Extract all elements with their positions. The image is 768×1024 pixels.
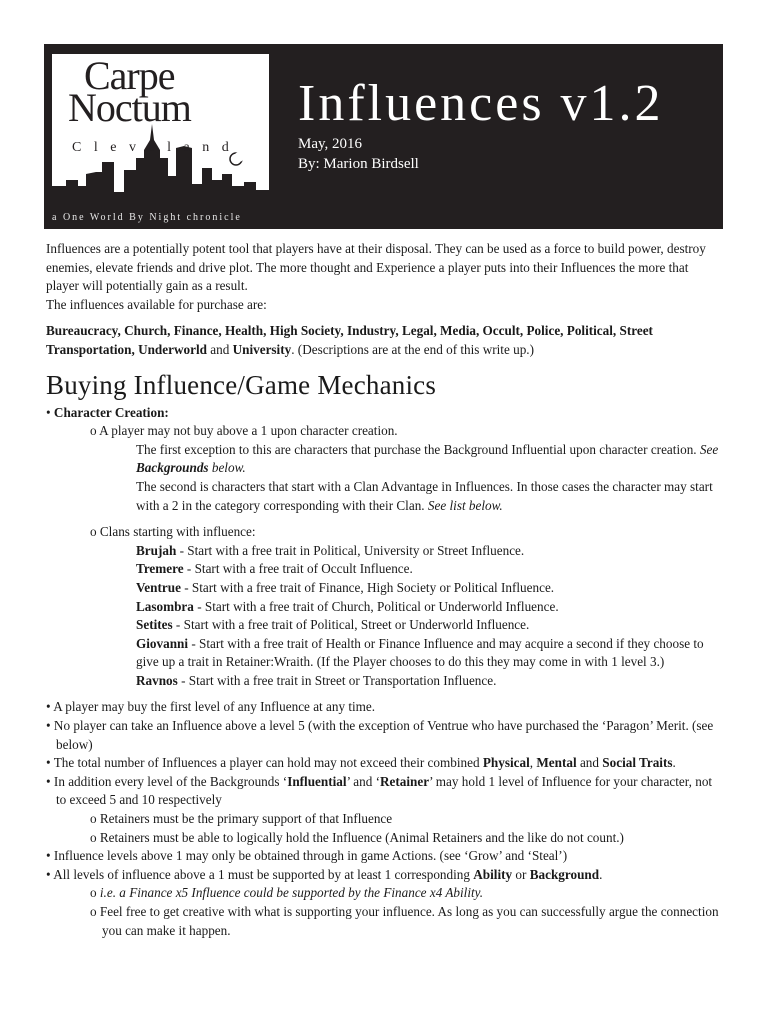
influence-list-last: University bbox=[232, 341, 292, 357]
clan-item: Ventrue - Start with a free trait of Finance, High Society or Political Influence. bbox=[136, 579, 555, 595]
sub-marker: o bbox=[90, 885, 97, 901]
available-label: The influences available for purchase are: bbox=[46, 296, 267, 312]
logo-tagline: a One World By Night chronicle bbox=[52, 212, 242, 223]
sub-marker: o bbox=[90, 811, 97, 827]
bullet-marker: • bbox=[46, 866, 51, 882]
bullet-backgrounds: • In addition every level of the Backgrounds ‘Influential’ and ‘Retainer’ may hold 1 level of Influence for your character, not to exceed 5 and 10 respectively bbox=[46, 773, 713, 808]
sub-item-creative: o Feel free to get creative with what is supporting your influence. As long as you can successfully argue the connection you can make it happen. bbox=[90, 904, 719, 938]
sub-marker: o bbox=[90, 829, 97, 845]
clan-item: Tremere - Start with a free trait of Occult Influence. bbox=[136, 561, 413, 577]
sub-item-example: o i.e. a Finance x5 Influence could be supported by the Finance x4 Ability. bbox=[90, 885, 484, 901]
bullet-first-level: • A player may buy the first level of any Influence at any time. bbox=[46, 699, 376, 715]
sub-marker: o bbox=[90, 524, 97, 540]
character-creation-label: Character Creation: bbox=[53, 404, 169, 420]
sub-item-retainer-logic: o Retainers must be able to logically hold the Influence (Animal Retainers and the like do not count.) bbox=[90, 829, 624, 845]
bullet-marker: • bbox=[46, 773, 51, 789]
sub-item-creation-rule: o A player may not buy above a 1 upon character creation. bbox=[90, 423, 398, 439]
chronicle-logo bbox=[52, 54, 269, 212]
document-author: By: Marion Birdsell bbox=[298, 156, 419, 172]
clan-item: Ravnos - Start with a free trait in Street or Transportation Influence. bbox=[136, 672, 497, 688]
logo-text-city: Cleveland bbox=[72, 140, 242, 155]
sub-marker: o bbox=[90, 904, 97, 919]
influence-list bbox=[46, 322, 722, 359]
influence-list-and: and bbox=[206, 341, 233, 357]
clan-item: Lasombra - Start with a free trait of Church, Political or Underworld Influence. bbox=[136, 598, 559, 614]
document-date: May, 2016 bbox=[298, 136, 363, 152]
bullet-marker: • bbox=[46, 755, 51, 771]
clan-item: Setites - Start with a free trait of Political, Street or Underworld Influence. bbox=[136, 617, 530, 633]
bullet-character-creation bbox=[46, 404, 722, 423]
section-heading: Buying Influence/Game Mechanics bbox=[46, 369, 437, 400]
bullet-marker: • bbox=[46, 699, 51, 715]
bullet-total-limit: • The total number of Influences a player can hold may not exceed their combined Physical, Mental and Social Traits. bbox=[46, 755, 676, 771]
sub-item-retainer-support: o Retainers must be the primary support of that Influence bbox=[90, 811, 393, 827]
bullet-marker: • bbox=[46, 848, 51, 864]
clan-item: Giovanni - Start with a free trait of Health or Finance Influence and may acquire a second if they choose to give up a trait in Retainer:Wraith. (If the Player chooses to do this they may come in with 1 level 3.) bbox=[136, 635, 704, 670]
clan-item: Brujah - Start with a free trait in Political, University or Street Influence. bbox=[136, 542, 525, 558]
bullet-support: • All levels of influence above a 1 must be supported by at least 1 corresponding Ability or Background. bbox=[46, 866, 603, 882]
document-body bbox=[46, 240, 722, 940]
bullet-marker: • bbox=[46, 718, 51, 734]
exception-second: The second is characters that start with a Clan Advantage in Influences. In those cases the character may start with a 2 in the category corresponding with their Clan. See list below. bbox=[136, 478, 713, 513]
header-banner bbox=[44, 44, 723, 229]
document-title: Influences v1.2 bbox=[298, 75, 664, 132]
exception-first: The first exception to this are characters that purchase the Background Influential upon character creation. See Backgrounds below. bbox=[136, 441, 719, 476]
bullet-marker: • bbox=[46, 404, 51, 420]
logo-text-carpe: Carpe bbox=[84, 54, 175, 98]
sub-item-clans: o Clans starting with influence: bbox=[90, 524, 256, 540]
influence-list-names: Bureaucracy, Church, Finance, Health, High Society, Industry, Legal, Media, Occult, Police, Political, Street Transportation, Underworld bbox=[46, 323, 653, 357]
bullet-level-cap: • No player can take an Influence above a level 5 (with the exception of Ventrue who have purchased the ‘Paragon’ Merit. (see below) bbox=[46, 718, 714, 752]
intro-paragraph: Influences are a potentially potent tool that players have at their disposal. They can be used as a force to build power, destroy enemies, elevate friends and drive plot. The more thought and Experience a player puts into their Influences the more that player will potentially gain as a result. bbox=[46, 241, 706, 294]
backgrounds-reference: Backgrounds bbox=[136, 460, 209, 476]
influence-list-note: . (Descriptions are at the end of this write up.) bbox=[291, 341, 534, 357]
sub-marker: o bbox=[90, 423, 97, 439]
bullet-game-actions: • Influence levels above 1 may only be obtained through in game Actions. (see ‘Grow’ and ‘Steal’) bbox=[46, 848, 568, 864]
logo-text-noctum: Noctum bbox=[68, 85, 191, 130]
